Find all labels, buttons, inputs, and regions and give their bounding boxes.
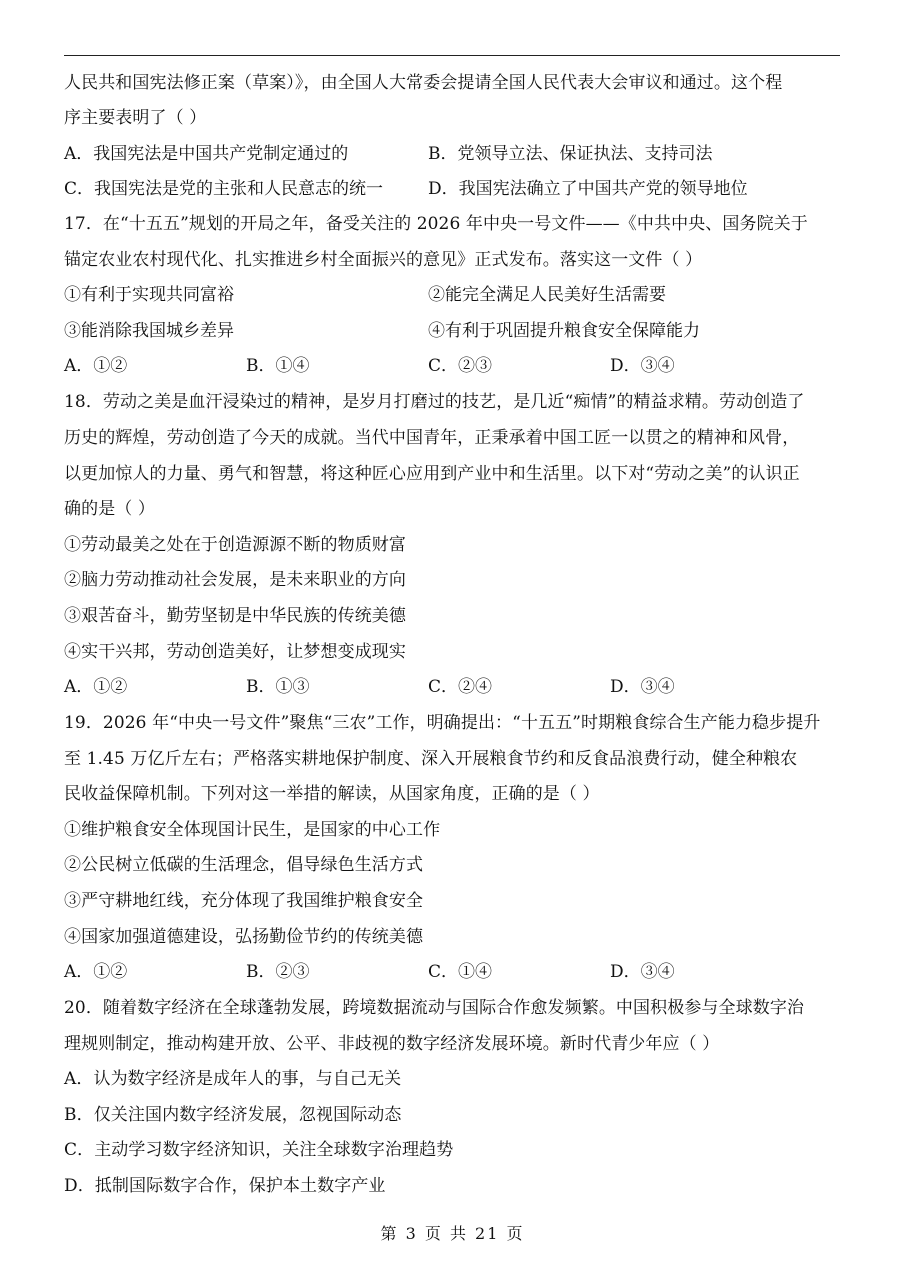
q19-stem-line-3: 民收益保障机制。下列对这一举措的解读，从国家角度，正确的是（ ） — [64, 784, 600, 804]
header-rule — [64, 55, 840, 56]
q17-option-a[interactable]: A．①② — [64, 356, 128, 376]
q20-option-d[interactable]: D．抵制国际数字合作，保护本土数字产业 — [64, 1176, 386, 1196]
q18-statement-3: ③艰苦奋斗，勤劳坚韧是中华民族的传统美德 — [64, 606, 406, 626]
q18-option-a[interactable]: A．①② — [64, 677, 128, 697]
q16-option-b[interactable]: B．党领导立法、保证执法、支持司法 — [428, 144, 713, 164]
q17-statement-2: ②能完全满足人民美好生活需要 — [428, 285, 666, 305]
page-number-footer: 第 3 页 共 21 页 — [380, 1224, 525, 1243]
q18-stem-line-4: 确的是（ ） — [64, 499, 156, 519]
q18-option-b[interactable]: B．①③ — [246, 677, 310, 697]
q20-stem-line-1: 20．随着数字经济在全球蓬勃发展，跨境数据流动与国际合作愈发频繁。中国积极参与全球数字治 — [64, 998, 805, 1018]
q16-option-a[interactable]: A．我国宪法是中国共产党制定通过的 — [64, 144, 349, 164]
q18-option-c[interactable]: C．②④ — [428, 677, 493, 697]
q18-option-d[interactable]: D．③④ — [610, 677, 675, 697]
q18-statement-4: ④实干兴邦，劳动创造美好，让梦想变成现实 — [64, 642, 406, 662]
q19-option-c[interactable]: C．①④ — [428, 962, 493, 982]
q16-option-c[interactable]: C．我国宪法是党的主张和人民意志的统一 — [64, 179, 384, 199]
q19-statement-2: ②公民树立低碳的生活理念，倡导绿色生活方式 — [64, 855, 424, 875]
q19-statement-3: ③严守耕地红线，充分体现了我国维护粮食安全 — [64, 891, 424, 911]
q20-option-b[interactable]: B．仅关注国内数字经济发展，忽视国际动态 — [64, 1105, 402, 1125]
q19-statement-1: ①维护粮食安全体现国计民生，是国家的中心工作 — [64, 820, 441, 840]
q17-option-c[interactable]: C．②③ — [428, 356, 493, 376]
q17-statement-1: ①有利于实现共同富裕 — [64, 285, 234, 305]
q18-stem-line-1: 18．劳动之美是血汗浸染过的精神，是岁月打磨过的技艺，是几近“痴情”的精益求精。劳动创造了 — [64, 392, 805, 412]
q18-statement-1: ①劳动最美之处在于创造源源不断的物质财富 — [64, 535, 406, 555]
q17-option-b[interactable]: B．①④ — [246, 356, 310, 376]
q19-statement-4: ④国家加强道德建设，弘扬勤俭节约的传统美德 — [64, 927, 424, 947]
q17-statement-3: ③能消除我国城乡差异 — [64, 321, 234, 341]
q20-option-a[interactable]: A．认为数字经济是成年人的事，与自己无关 — [64, 1069, 402, 1089]
q17-statement-4: ④有利于巩固提升粮食安全保障能力 — [428, 321, 700, 341]
q17-stem-line-2: 锚定农业农村现代化、扎实推进乡村全面振兴的意见》正式发布。落实这一文件（ ） — [64, 250, 703, 270]
q20-stem-line-2: 理规则制定，推动构建开放、公平、非歧视的数字经济发展环境。新时代青少年应（ ） — [64, 1034, 720, 1054]
q16-stem-line-1: 人民共和国宪法修正案（草案）》，由全国人大常委会提请全国人民代表大会审议和通过。这个程 — [64, 73, 783, 93]
q18-stem-line-3: 以更加惊人的力量、勇气和智慧，将这种匠心应用到产业中和生活里。以下对“劳动之美”的认识正 — [64, 464, 800, 484]
q19-option-d[interactable]: D．③④ — [610, 962, 675, 982]
q17-option-d[interactable]: D．③④ — [610, 356, 675, 376]
q19-stem-line-2: 至 1.45 万亿斤左右；严格落实耕地保护制度、深入开展粮食节约和反食品浪费行动，健全种粮农 — [64, 749, 798, 769]
q19-option-b[interactable]: B．②③ — [246, 962, 310, 982]
q19-option-a[interactable]: A．①② — [64, 962, 128, 982]
q18-statement-2: ②脑力劳动推动社会发展，是未来职业的方向 — [64, 570, 406, 590]
q16-stem-line-2: 序主要表明了（ ） — [64, 108, 207, 128]
q19-stem-line-1: 19．2026 年“中央一号文件”聚焦“三农”工作，明确提出：“十五五”时期粮食综合生产能力稳步提升 — [64, 713, 821, 733]
q20-option-c[interactable]: C．主动学习数字经济知识，关注全球数字治理趋势 — [64, 1140, 454, 1160]
q18-stem-line-2: 历史的辉煌，劳动创造了今天的成就。当代中国青年，正秉承着中国工匠一以贯之的精神和风骨， — [64, 428, 800, 448]
q17-stem-line-1: 17．在“十五五”规划的开局之年，备受关注的 2026 年中央一号文件——《中共中央、国务院关于 — [64, 214, 808, 234]
q16-option-d[interactable]: D．我国宪法确立了中国共产党的领导地位 — [428, 179, 748, 199]
